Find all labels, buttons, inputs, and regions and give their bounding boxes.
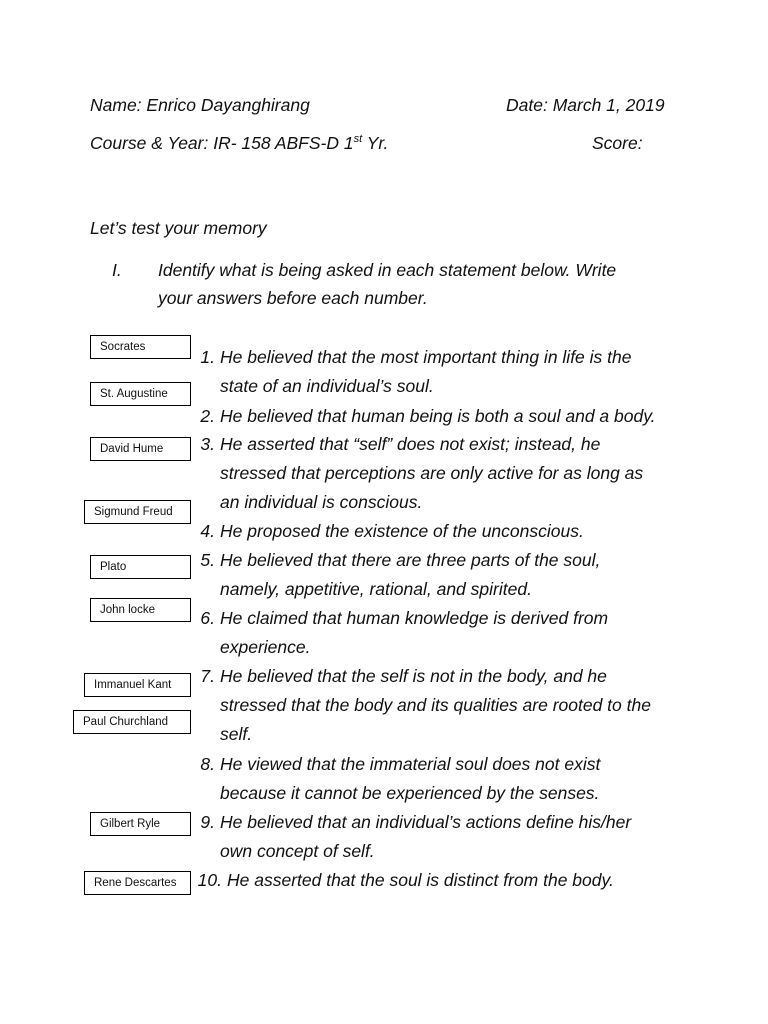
instruction-line-1: Identify what is being asked in each statement below. Write bbox=[158, 260, 617, 280]
intro-heading: Let’s test your memory bbox=[90, 218, 267, 238]
question-5-text-2: namely, appetitive, rational, and spirited. bbox=[220, 579, 532, 599]
score-label: Score: bbox=[592, 133, 643, 153]
question-2-text-1: He believed that human being is both a soul and a body. bbox=[220, 406, 656, 426]
question-8-text-2: because it cannot be experienced by the senses. bbox=[220, 783, 600, 803]
question-7-text-3: self. bbox=[220, 724, 253, 744]
course-year-superscript: st bbox=[353, 133, 363, 146]
answer-box-7: Immanuel Kant bbox=[84, 673, 191, 697]
student-name: Name: Enrico Dayanghirang bbox=[90, 95, 310, 115]
question-3-text-1: He asserted that “self” does not exist; instead, he bbox=[220, 434, 601, 454]
answer-box-5: Plato bbox=[90, 555, 191, 579]
question-10-text-1: He asserted that the soul is distinct from the body. bbox=[227, 870, 614, 890]
question-9-number: 9. bbox=[200, 812, 215, 832]
question-2-number: 2. bbox=[200, 406, 215, 426]
instruction-line-2: your answers before each number. bbox=[158, 288, 428, 308]
question-7-number: 7. bbox=[200, 666, 215, 686]
answer-box-10: Rene Descartes bbox=[84, 871, 191, 895]
answer-box-1: Socrates bbox=[90, 335, 191, 359]
course-year-suffix: Yr. bbox=[362, 133, 389, 153]
question-1-text-2: state of an individual’s soul. bbox=[220, 376, 434, 396]
answer-box-4: Sigmund Freud bbox=[84, 500, 191, 524]
question-5-text-1: He believed that there are three parts of the soul, bbox=[220, 550, 601, 570]
course-year bbox=[90, 135, 388, 153]
course-year-main: Course & Year: IR- 158 ABFS-D 1 bbox=[90, 133, 354, 153]
question-8-text-1: He viewed that the immaterial soul does not exist bbox=[220, 754, 601, 774]
question-9-text-2: own concept of self. bbox=[220, 841, 375, 861]
question-8-number: 8. bbox=[200, 754, 215, 774]
question-4-text-1: He proposed the existence of the unconscious. bbox=[220, 521, 584, 541]
question-7-text-2: stressed that the body and its qualities are rooted to the bbox=[220, 695, 651, 715]
answer-box-2: St. Augustine bbox=[90, 382, 191, 406]
question-5-number: 5. bbox=[200, 550, 215, 570]
question-3-text-3: an individual is conscious. bbox=[220, 492, 423, 512]
question-6-text-2: experience. bbox=[220, 637, 311, 657]
answer-box-3: David Hume bbox=[90, 437, 191, 461]
question-9-text-1: He believed that an individual’s actions define his/her bbox=[220, 812, 632, 832]
date: Date: March 1, 2019 bbox=[506, 95, 665, 115]
answer-box-9: Gilbert Ryle bbox=[90, 812, 191, 836]
question-6-text-1: He claimed that human knowledge is derived from bbox=[220, 608, 609, 628]
question-6-number: 6. bbox=[200, 608, 215, 628]
question-4-number: 4. bbox=[200, 521, 215, 541]
question-1-number: 1. bbox=[200, 347, 215, 367]
section-numeral: I. bbox=[112, 260, 122, 280]
question-3-number: 3. bbox=[200, 434, 215, 454]
answer-box-8: Paul Churchland bbox=[73, 710, 191, 734]
answer-box-6: John locke bbox=[90, 598, 191, 622]
question-1-text-1: He believed that the most important thing in life is the bbox=[220, 347, 632, 367]
question-10-number: 10. bbox=[197, 870, 222, 890]
question-7-text-1: He believed that the self is not in the body, and he bbox=[220, 666, 607, 686]
question-3-text-2: stressed that perceptions are only active for as long as bbox=[220, 463, 644, 483]
